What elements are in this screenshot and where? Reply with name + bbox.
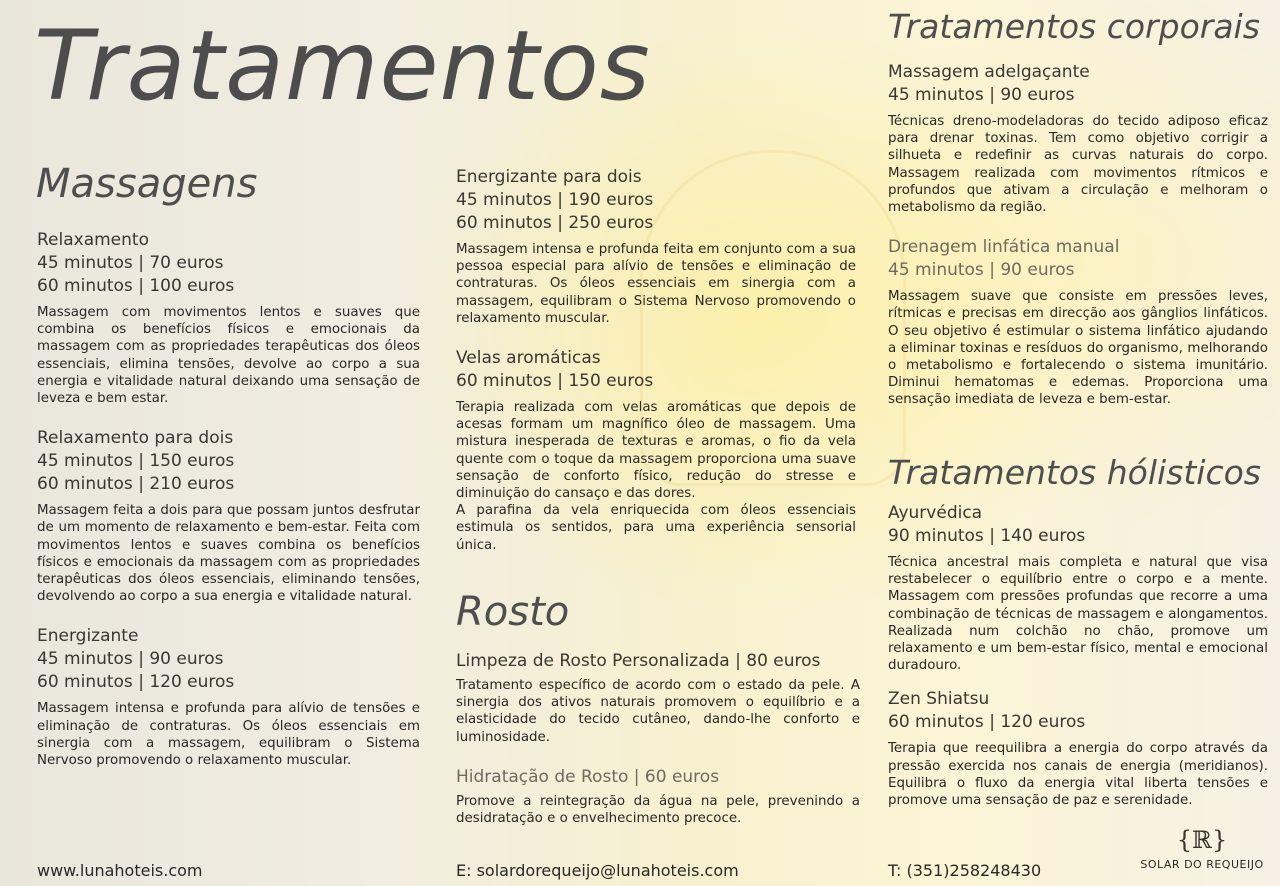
treatment-description: Massagem com movimentos lentos e suaves que combina os benefícios físicos e emocionais da massagem com as propriedades terapêuticas dos óleos essenciais, elimina tensões, devolve ao corpo a sua energia e vitalidade natural deixando uma sensação de leveza e bem estar. — [37, 305, 420, 407]
treatment-description-extra: A parafina da vela enriquecida com óleos essenciais estimula os sentidos, para uma experiência sensorial única. — [456, 503, 856, 553]
phone-number[interactable]: T: (351)258248430 — [888, 861, 1042, 880]
treatment-name: Hidratação de Rosto | 60 euros — [456, 766, 720, 787]
middle-treatments-list — [456, 166, 856, 574]
corporais-list — [888, 61, 1268, 429]
treatment-price: 45 minutos | 90 euros — [888, 85, 1075, 105]
logo-text: SOLAR DO REQUEIJO — [1140, 858, 1264, 871]
treatment-description: Massagem intensa e profunda para alívio de tensões e eliminação de contraturas. Os óleos essenciais em sinergia com a massagem, equilibram o Sistema Nervoso promovendo o relaxamento muscular. — [37, 701, 420, 769]
treatment-price: 60 minutos | 210 euros — [37, 474, 235, 495]
treatment-item — [888, 502, 1268, 674]
section-title-holisticos: Tratamentos hólisticos — [888, 453, 1261, 492]
treatment-item — [888, 236, 1268, 408]
treatment-item — [888, 61, 1268, 216]
treatment-price: 45 minutos | 150 euros — [37, 451, 235, 472]
section-title-massagens: Massagens — [36, 161, 258, 207]
treatment-price: 60 minutos | 120 euros — [888, 712, 1086, 733]
treatment-name: Massagem adelgaçante — [888, 62, 1090, 82]
treatment-description: Massagem suave que consiste em pressões leves, rítmicas e precisas em direcção aos gânglios linfáticos. O seu objetivo é estimular o sistema linfático ajudando a eliminar toxinas e resíduos do organismo, melhorando o metabolismo e fortalecendo o sistema imunitário. Diminui hematomas e edemas. Proporciona uma sensação imediata de leveza e bem-estar. — [888, 289, 1268, 408]
treatment-name: Energizante — [37, 626, 139, 647]
treatment-description: Terapia que reequilibra a energia do corpo através da pressão exercida nos canais de energia (meridianos). Equilibra o fluxo da energia vital liberta tensões e promove uma sensação de paz e serenidade. — [888, 741, 1268, 809]
treatment-description: Terapia realizada com velas aromáticas que depois de acesas formam um magnífico óleo de massagem. Uma mistura inesperada de texturas e aromas, o fio da vela quente com o toque da massagem proporciona uma suave sensação de conforto físico, redução do stresse e diminuição do cansaço e das dores. — [456, 400, 856, 502]
treatment-price: 60 minutos | 150 euros — [456, 371, 654, 392]
page-title: Tratamentos — [34, 10, 651, 122]
treatment-item — [37, 625, 420, 769]
section-title-rosto: Rosto — [456, 589, 570, 635]
rosto-list — [456, 650, 860, 847]
treatment-description: Promove a reintegração da água na pele, prevenindo a desidratação e o envelhecimento precoce. — [456, 793, 860, 827]
holisticos-list — [888, 502, 1268, 829]
massagens-list — [37, 229, 420, 789]
treatment-price: 60 minutos | 250 euros — [456, 213, 654, 233]
section-title-corporais: Tratamentos corporais — [888, 7, 1260, 46]
treatment-item — [37, 229, 420, 407]
treatment-item — [456, 347, 856, 554]
treatment-price: 90 minutos | 140 euros — [888, 526, 1086, 546]
treatment-description: Técnica ancestral mais completa e natural que visa restabelecer o equilíbrio entre o corpo e a mente. Massagem com pressões profundas que recorre a uma combinação de técnicas de massagem e alongamentos. Realizada num colchão no chão, promove um relaxamento e um bem-estar físico, mental e emocional duradouro. — [888, 555, 1268, 674]
email-link[interactable]: E: solardorequeijo@lunahoteis.com — [456, 861, 739, 880]
hotel-logo — [1132, 826, 1272, 871]
treatment-name: Drenagem linfática manual — [888, 237, 1120, 258]
treatment-item — [456, 766, 860, 827]
logo-emblem-icon: {ℝ} — [1176, 826, 1228, 854]
treatment-name: Ayurvédica — [888, 503, 983, 523]
treatment-description: Tratamento específico de acordo com o estado da pele. A sinergia dos ativos naturais promovem o equilíbrio e a elasticidade do tecido cutâneo, dando-lhe conforto e luminosidade. — [456, 678, 860, 745]
treatment-description: Técnicas dreno-modeladoras do tecido adiposo eficaz para drenar toxinas. Tem como objetivo corrigir a silhueta e redefinir as curvas naturais do corpo. Massagem realizada com movimentos rítmicos e profundos que ativam a circulação e melhoram o metabolismo da região. — [888, 114, 1268, 216]
treatment-item — [37, 427, 420, 605]
website-link[interactable]: www.lunahoteis.com — [37, 861, 203, 880]
treatment-price: 45 minutos | 70 euros — [37, 253, 224, 273]
treatment-price: 45 minutos | 90 euros — [37, 649, 224, 670]
treatment-name: Velas aromáticas — [456, 348, 601, 369]
treatment-item — [888, 688, 1268, 809]
treatment-name: Energizante para dois — [456, 167, 642, 187]
treatment-price: 60 minutos | 100 euros — [37, 276, 235, 296]
treatment-description: Massagem feita a dois para que possam juntos desfrutar de um momento de relaxamento e bem-estar. Feita com movimentos lentos e suaves combina os benefícios físicos e emocionais da massagem com as propriedades terapêuticas dos óleos essenciais, eliminando tensões, devolvendo ao corpo a sua energia e vitalidade natural. — [37, 503, 420, 605]
treatment-price: 45 minutos | 190 euros — [456, 190, 654, 210]
treatment-item — [456, 166, 856, 327]
treatment-description: Massagem intensa e profunda feita em conjunto com a sua pessoa especial para alívio de tensões e eliminação de contraturas. Os óleos essenciais em sinergia com a massagem, equilibram o Sistema Nervoso promovendo o relaxamento muscular. — [456, 242, 856, 326]
treatment-name: Limpeza de Rosto Personalizada | 80 euros — [456, 651, 821, 671]
treatment-price: 60 minutos | 120 euros — [37, 672, 235, 693]
treatment-name: Relaxamento para dois — [37, 428, 234, 449]
treatment-name: Zen Shiatsu — [888, 689, 990, 710]
treatment-name: Relaxamento — [37, 230, 149, 250]
treatment-price: 45 minutos | 90 euros — [888, 260, 1075, 281]
treatment-item — [456, 650, 860, 746]
